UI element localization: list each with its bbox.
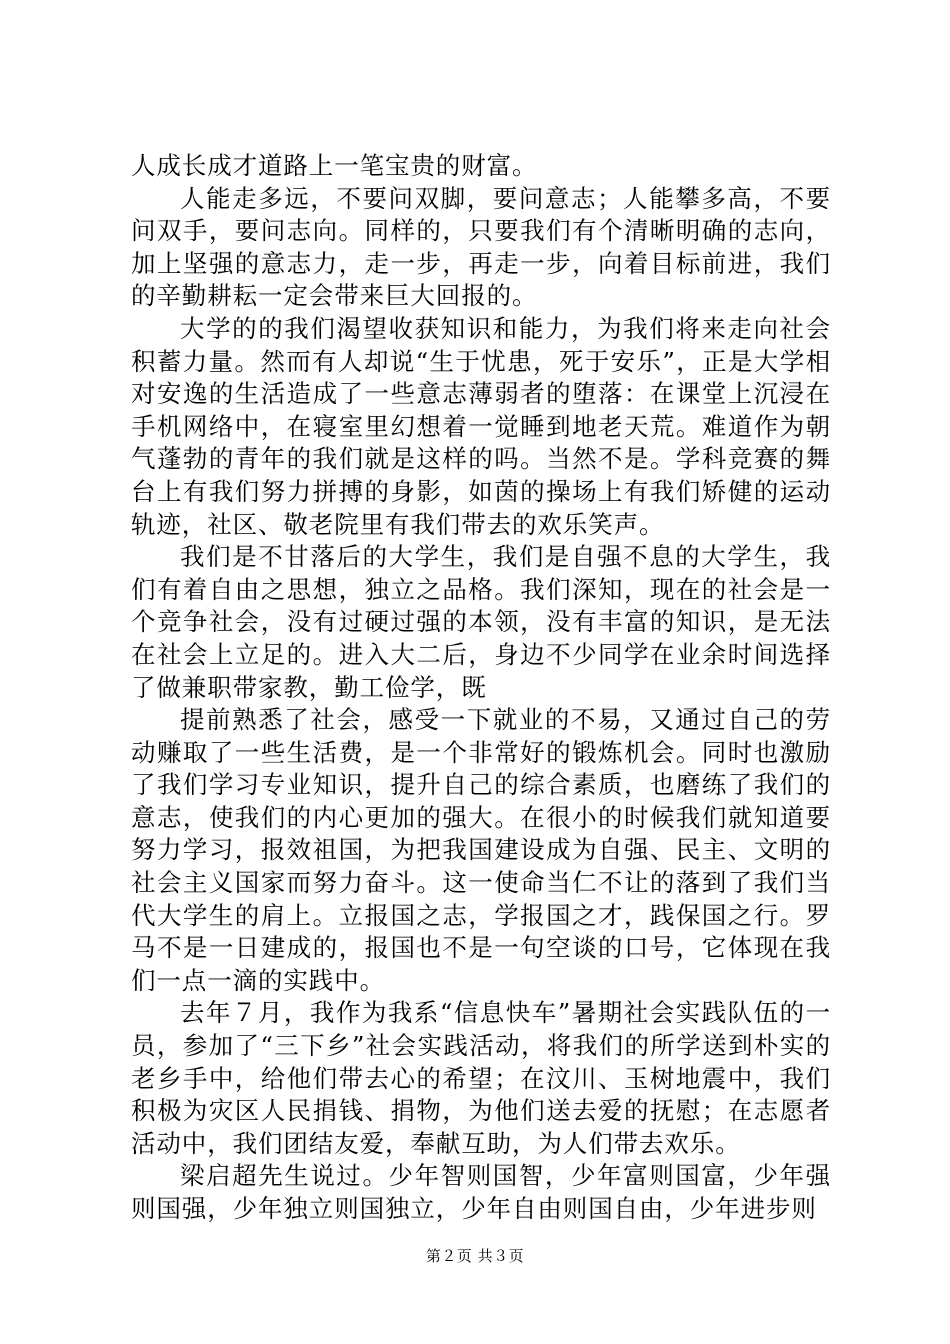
paragraph-part-time-work: 提前熟悉了社会，感受一下就业的不易，又通过自己的劳动赚取了一些生活费，是一个非常好的锻炼机会。同时也激励了我们学习专业知识，提升自己的综合素质，也磨练了我们的意志，使我们的内心更加的强大。在很小的时候我们就知道要努力学习，报效祖国，为把我国建设成为自强、民主、文明的社会主义国家而努力奋斗。这一使命当仁不让的落到了我们当代大学生的肩上。立报国之志，学报国之才，践保国之行。罗马不是一日建成的，报国也不是一句空谈的口号，它体现在我们一点一滴的实践中。	[131, 705, 831, 995]
paragraph-liang-qichao: 梁启超先生说过。少年智则国智，少年富则国富，少年强则国强，少年独立则国独立，少年自由则国自由，少年进步则	[131, 1161, 831, 1223]
paragraph-continuation: 人成长成才道路上一笔宝贵的财富。	[131, 151, 538, 180]
page-number-footer: 第２页 共３页	[425, 1247, 525, 1265]
paragraph-social-practice: 去年７月，我作为我系“信息快车”暑期社会实践队伍的一员，参加了“三下乡”社会实践活动，将我们的所学送到朴实的老乡手中，给他们带去心的希望；在汶川、玉树地震中，我们积极为灾区人民捐钱、捐物，为他们送去爱的抚慰；在志愿者活动中，我们团结友爱，奉献互助，为人们带去欢乐。	[131, 998, 831, 1158]
paragraph-self-improvement: 我们是不甘落后的大学生，我们是自强不息的大学生，我们有着自由之思想，独立之品格。我们深知，现在的社会是一个竞争社会，没有过硬过强的本领，没有丰富的知识，是无法在社会上立足的。进入大二后，身边不少同学在业余时间选择了做兼职带家教，勤工俭学，既	[131, 542, 831, 702]
paragraph-willpower: 人能走多远，不要问双脚，要问意志；人能攀多高，不要问双手，要问志向。同样的，只要我们有个清晰明确的志向，加上坚强的意志力，走一步，再走一步，向着目标前进，我们的辛勤耕耘一定会带来巨大回报的。	[131, 183, 831, 311]
paragraph-university-life: 大学的的我们渴望收获知识和能力，为我们将来走向社会积蓄力量。然而有人却说“生于忧患，死于安乐”，正是大学相对安逸的生活造成了一些意志薄弱者的堕落：在课堂上沉浸在手机网络中，在寝室里幻想着一觉睡到地老天荒。难道作为朝气蓬勃的青年的我们就是这样的吗。当然不是。学科竞赛的舞台上有我们努力拼搏的身影，如茵的操场上有我们矫健的运动轨迹，社区、敬老院里有我们带去的欢乐笑声。	[131, 313, 831, 539]
document-body	[131, 150, 831, 1226]
